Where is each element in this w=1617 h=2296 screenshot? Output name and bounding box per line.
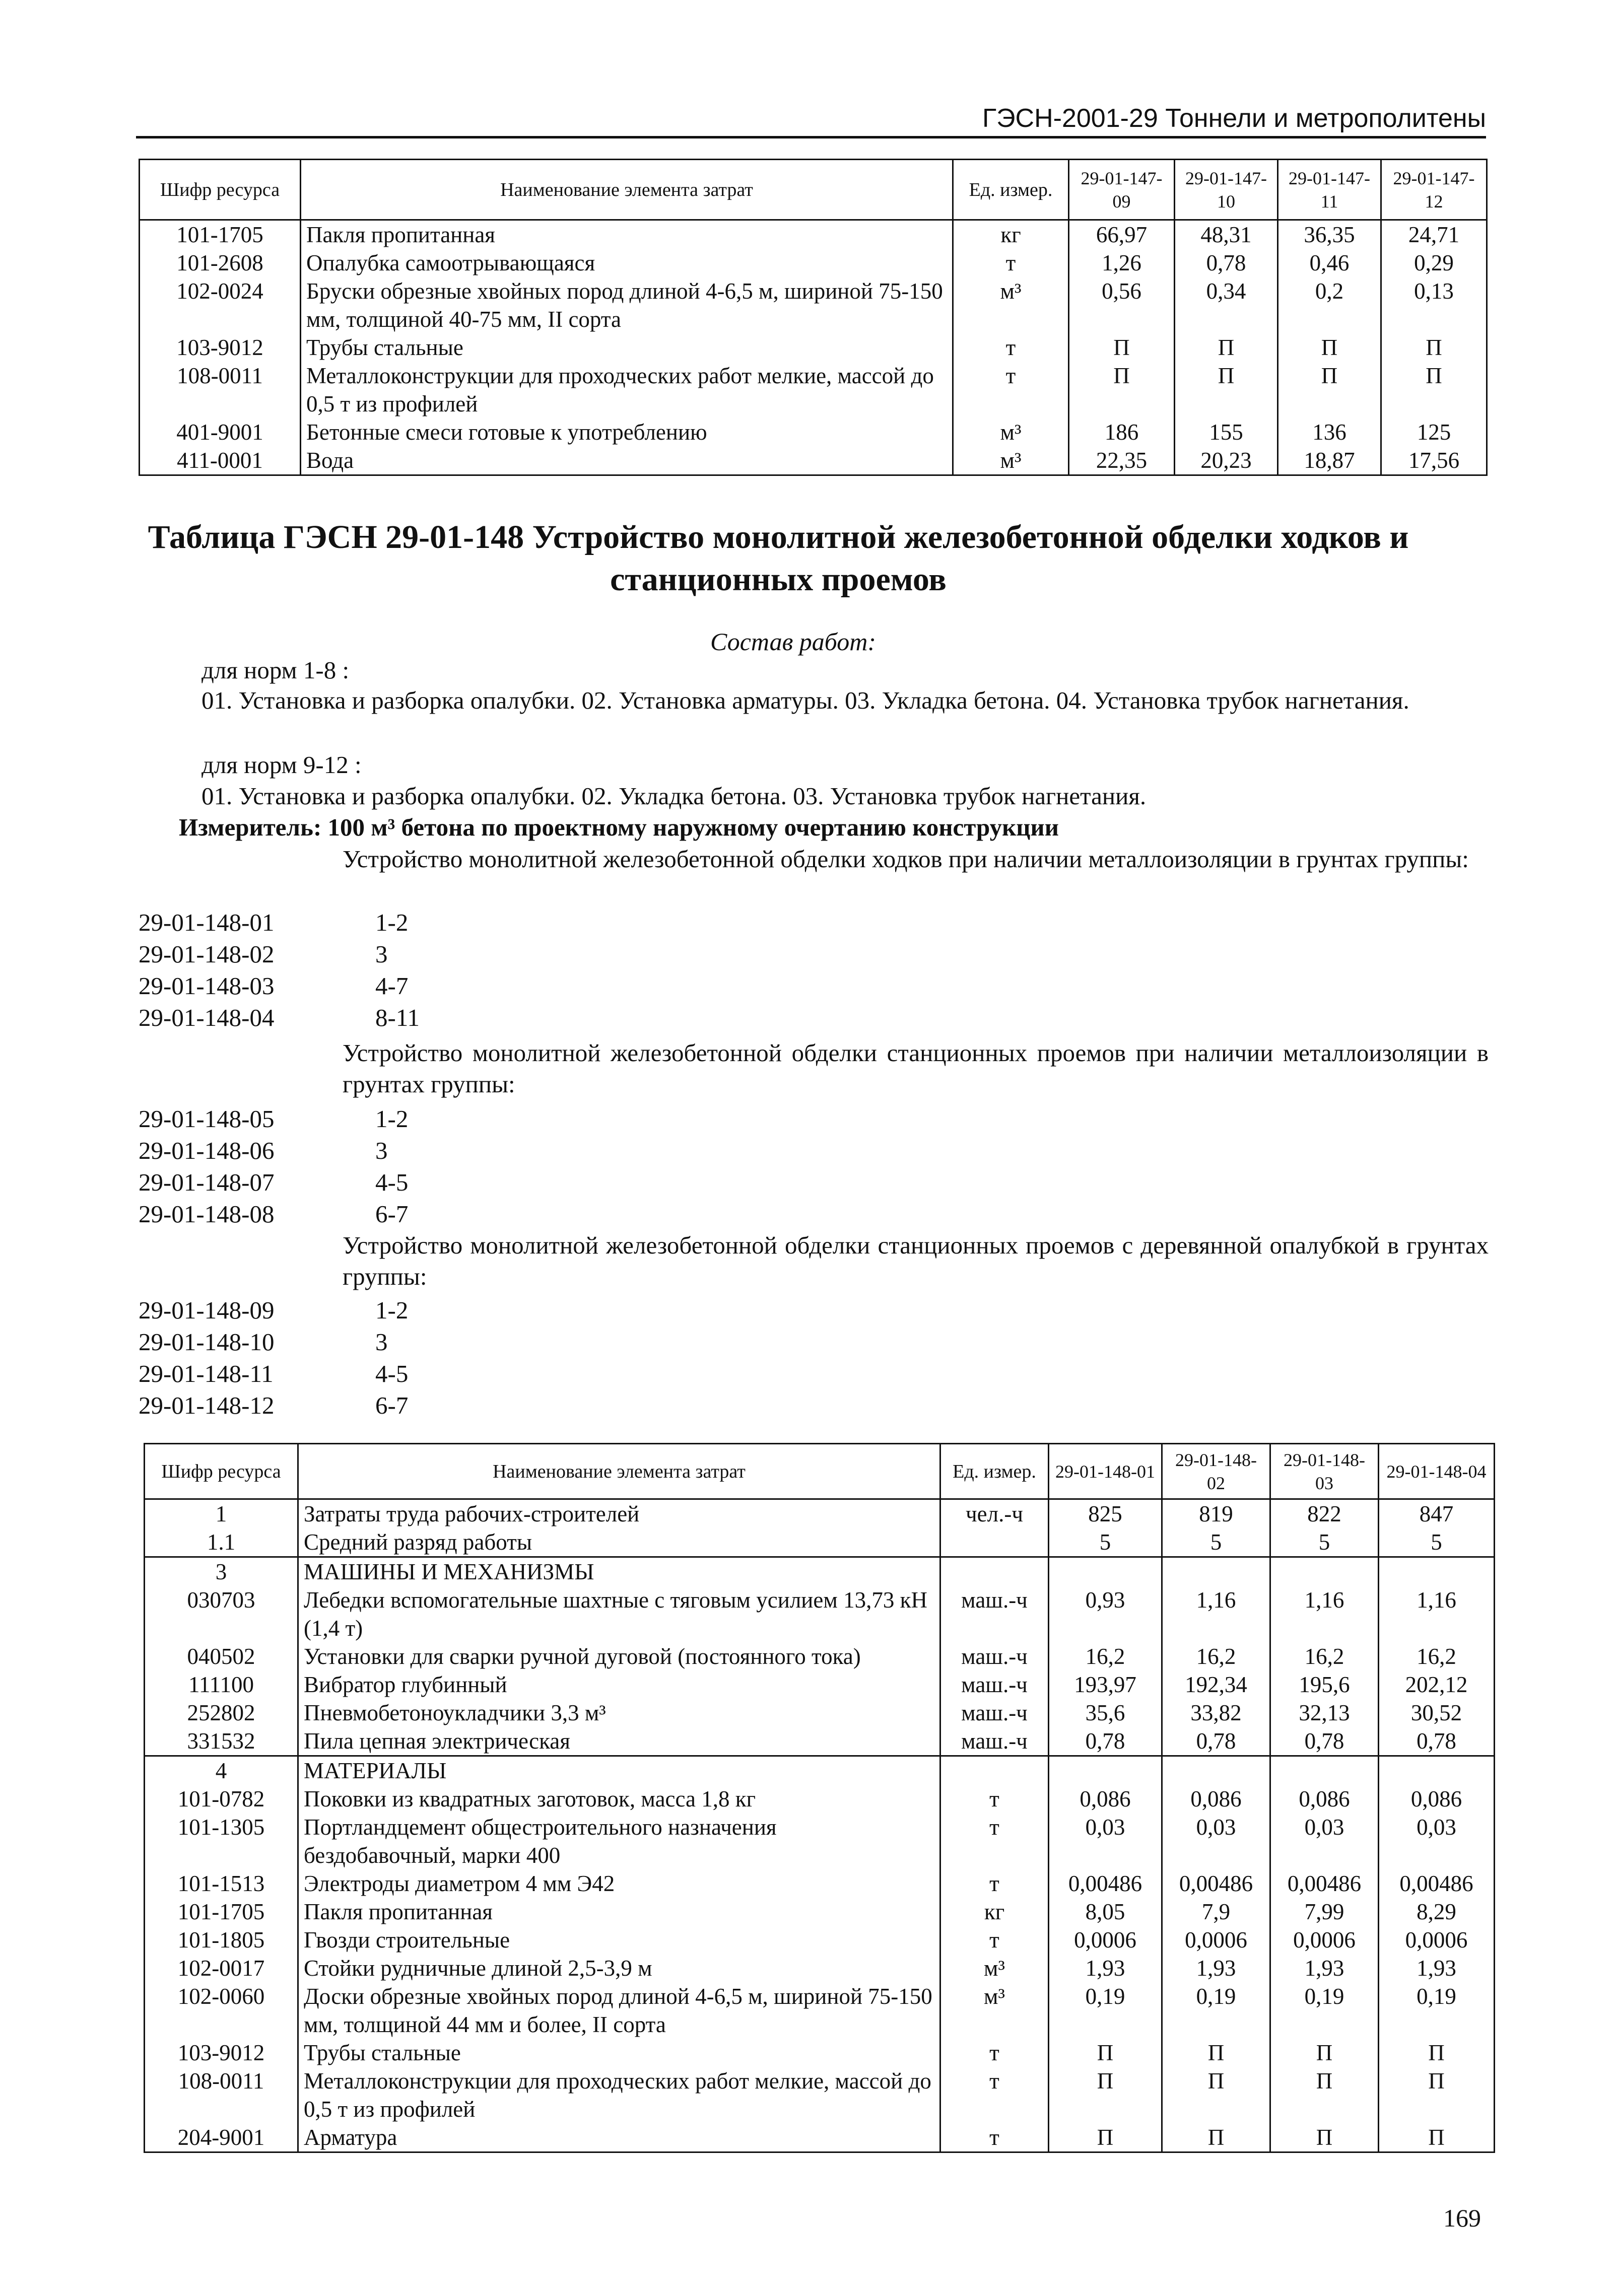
cost-element-cell: Пила цепная электрическая [298,1727,940,1756]
norm-value-cell: 0,00486 [1379,1869,1495,1898]
unit-cell: т [940,1926,1049,1954]
norm-value-cell: 35,6 [1049,1699,1162,1727]
norm-value-cell: 22,35 [1069,446,1175,475]
resource-code-cell: 401-9001 [140,418,301,446]
norm-code: 29-01-148-11 [139,1360,274,1387]
norm-value-cell: 0,0006 [1270,1926,1379,1954]
meter-label: Измеритель: [179,813,322,841]
unit-cell: т [940,2123,1049,2152]
unit-cell [940,1528,1049,1557]
resource-code-cell: 108-0011 [145,2067,298,2123]
soil-group: 4-5 [375,1360,409,1387]
unit-cell: м³ [953,418,1069,446]
cost-element-cell: Гвозди строительные [298,1926,940,1954]
norm-code: 29-01-148-10 [139,1328,275,1356]
resource-code-cell: 331532 [145,1727,298,1756]
col-header-norm: 29-01-148-01 [1049,1444,1162,1499]
norm-value-cell: 0,0006 [1162,1926,1270,1954]
unit-cell: маш.-ч [940,1699,1049,1727]
table-row [145,1813,1495,1869]
soil-group: 3 [375,1328,388,1356]
cost-element-cell: МАШИНЫ И МЕХАНИЗМЫ [298,1557,940,1586]
soil-group: 8-11 [375,1004,420,1031]
col-header-norm: 29-01-147-12 [1381,160,1487,220]
unit-cell: т [940,1813,1049,1869]
norm-value-cell: 193,97 [1049,1671,1162,1699]
norm-value-cell: 125 [1381,418,1487,446]
unit-cell: кг [953,220,1069,249]
resource-code-cell: 108-0011 [140,362,301,418]
norm-value-cell: 1,26 [1069,249,1175,277]
norm-value-cell: 186 [1069,418,1175,446]
norm-section-1-title: Устройство монолитной железобетонной обделки ходков при наличии металлоизоляции в грунтах группы: [343,845,1469,873]
table-row [140,220,1487,249]
col-header-norm: 29-01-147-11 [1278,160,1381,220]
col-header-cost-element: Наименование элемента затрат [298,1444,940,1499]
unit-cell: т [940,1785,1049,1813]
resource-code-cell: 103-9012 [145,2039,298,2067]
cost-element-cell: Электроды диаметром 4 мм Э42 [298,1869,940,1898]
composition-group2-text: 01. Установка и разборка опалубки. 02. Укладка бетона. 03. Установка трубок нагнетания. [201,782,1147,810]
norm-value-cell: П [1278,333,1381,362]
norm-value-cell: 7,99 [1270,1898,1379,1926]
cost-element-cell: Металлоконструкции для проходческих работ мелкие, массой до 0,5 т из профилей [301,362,953,418]
unit-cell [940,1557,1049,1586]
norm-value-cell [1379,1756,1495,1785]
composition-group1-label: для норм 1-8 : [201,656,350,684]
norm-value-cell: П [1379,2039,1495,2067]
resource-table-148 [144,1443,1495,2153]
table-title: Таблица ГЭСН 29-01-148 Устройство монолитной железобетонной обделки ходков и станционных проемов [148,519,1409,598]
norm-value-cell: 0,0006 [1379,1926,1495,1954]
resource-code-cell: 101-1805 [145,1926,298,1954]
cost-element-cell: Вода [301,446,953,475]
col-header-unit: Ед. измер. [940,1444,1049,1499]
meter-text: 100 м³ бетона по проектному наружному очертанию конструкции [327,813,1059,841]
soil-group: 4-5 [375,1168,409,1196]
norm-value-cell: П [1049,2067,1162,2123]
running-header: ГЭСН-2001-29 Тоннели и метрополитены [982,104,1486,133]
norm-value-cell: П [1175,333,1278,362]
table-row [145,2123,1495,2152]
cost-element-cell: МАТЕРИАЛЫ [298,1756,940,1785]
cost-element-cell: Металлоконструкции для проходческих работ мелкие, массой до 0,5 т из профилей [298,2067,940,2123]
meter-line [179,812,1059,843]
norm-code: 29-01-148-03 [139,972,275,1000]
norm-value-cell: 1,93 [1162,1954,1270,1982]
norm-value-cell: П [1278,362,1381,418]
header-rule [136,136,1486,138]
norm-value-cell: 0,086 [1270,1785,1379,1813]
norm-value-cell: 1,93 [1379,1954,1495,1982]
resource-code-cell: 252802 [145,1699,298,1727]
table-row [145,1982,1495,2039]
col-header-resource-code: Шифр ресурса [145,1444,298,1499]
norm-value-cell: П [1162,2067,1270,2123]
norm-value-cell: 16,2 [1049,1642,1162,1671]
composition-group2-label: для норм 9-12 : [201,751,362,779]
col-header-norm: 29-01-148-03 [1270,1444,1379,1499]
col-header-norm: 29-01-148-04 [1379,1444,1495,1499]
norm-code: 29-01-148-12 [139,1391,275,1419]
resource-code-cell: 1.1 [145,1528,298,1557]
norm-code: 29-01-148-04 [139,1004,275,1031]
norm-value-cell: 0,78 [1175,249,1278,277]
norm-value-cell: 192,34 [1162,1671,1270,1699]
norm-value-cell: 32,13 [1270,1699,1379,1727]
norm-value-cell [1270,1557,1379,1586]
table-row [140,418,1487,446]
soil-group: 1-2 [375,1296,409,1324]
norm-value-cell: 0,78 [1162,1727,1270,1756]
cost-element-cell: Арматура [298,2123,940,2152]
resource-code-cell: 4 [145,1756,298,1785]
unit-cell: кг [940,1898,1049,1926]
cost-element-cell: Опалубка самоотрывающаяся [301,249,953,277]
norm-value-cell: 0,19 [1162,1982,1270,2039]
col-header-norm: 29-01-147-09 [1069,160,1175,220]
norm-value-cell: П [1049,2039,1162,2067]
norm-value-cell [1049,1756,1162,1785]
cost-element-cell: Затраты труда рабочих-строителей [298,1499,940,1528]
norm-value-cell: 136 [1278,418,1381,446]
norm-value-cell: 202,12 [1379,1671,1495,1699]
norm-value-cell: 0,086 [1049,1785,1162,1813]
cost-element-cell: Бруски обрезные хвойных пород длиной 4-6,5 м, шириной 75-150 мм, толщиной 40-75 мм, II сорта [301,277,953,333]
norm-value-cell: 0,13 [1381,277,1487,333]
unit-cell: м³ [940,1954,1049,1982]
norm-value-cell: 0,086 [1162,1785,1270,1813]
norm-value-cell: 825 [1049,1499,1162,1528]
resource-code-cell: 102-0017 [145,1954,298,1982]
norm-section-1-codes [139,907,274,1033]
norm-value-cell: 0,78 [1379,1727,1495,1756]
cost-element-cell: Лебедки вспомогательные шахтные с тяговым усилием 13,73 кН (1,4 т) [298,1586,940,1642]
cost-element-cell: Вибратор глубинный [298,1671,940,1699]
norm-section-3-codes [139,1294,274,1421]
table-row [145,1898,1495,1926]
norm-value-cell: 1,93 [1049,1954,1162,1982]
resource-code-cell: 102-0060 [145,1982,298,2039]
col-header-unit: Ед. измер. [953,160,1069,220]
unit-cell: маш.-ч [940,1727,1049,1756]
norm-value-cell: П [1381,362,1487,418]
unit-cell: т [953,333,1069,362]
resource-table-147 [139,159,1488,476]
norm-value-cell: 20,23 [1175,446,1278,475]
norm-value-cell: 1,16 [1162,1586,1270,1642]
norm-value-cell: 0,34 [1175,277,1278,333]
cost-element-cell: Портландцемент общестроительного назначения бездобавочный, марки 400 [298,1813,940,1869]
norm-value-cell: 0,086 [1379,1785,1495,1813]
norm-code: 29-01-148-01 [139,909,275,936]
table-row [140,277,1487,333]
cost-element-cell: Установки для сварки ручной дуговой (постоянного тока) [298,1642,940,1671]
cost-element-cell: Доски обрезные хвойных пород длиной 4-6,5 м, шириной 75-150 мм, толщиной 44 мм и более, II сорта [298,1982,940,2039]
table-row [140,362,1487,418]
norm-value-cell: 0,00486 [1270,1869,1379,1898]
norm-value-cell: 0,46 [1278,249,1381,277]
soil-group: 6-7 [375,1200,409,1228]
norm-value-cell: П [1069,362,1175,418]
unit-cell [940,1756,1049,1785]
norm-value-cell: 30,52 [1379,1699,1495,1727]
norm-value-cell: 5 [1162,1528,1270,1557]
composition-group1-text: 01. Установка и разборка опалубки. 02. Установка арматуры. 03. Укладка бетона. 04. Установка трубок нагнетания. [201,686,1409,714]
norm-section-1-groups [375,907,420,1033]
soil-group: 1-2 [375,1105,409,1133]
cost-element-cell: Пакля пропитанная [301,220,953,249]
soil-group: 3 [375,940,388,968]
table-row [145,1499,1495,1528]
norm-value-cell: П [1162,2123,1270,2152]
soil-group: 6-7 [375,1391,409,1419]
unit-cell: м³ [940,1982,1049,2039]
page-number: 169 [1443,2204,1481,2232]
norm-value-cell [1379,1557,1495,1586]
norm-value-cell: 0,2 [1278,277,1381,333]
norm-value-cell: 17,56 [1381,446,1487,475]
norm-value-cell: 0,00486 [1049,1869,1162,1898]
norm-code: 29-01-148-02 [139,940,275,968]
table-body [140,220,1487,475]
norm-value-cell: П [1270,2123,1379,2152]
norm-value-cell: 819 [1162,1499,1270,1528]
table-row [145,1699,1495,1727]
norm-value-cell: П [1049,2123,1162,2152]
norm-value-cell: 24,71 [1381,220,1487,249]
norm-value-cell: П [1175,362,1278,418]
norm-value-cell: 5 [1270,1528,1379,1557]
norm-value-cell: 7,9 [1162,1898,1270,1926]
norm-value-cell [1162,1756,1270,1785]
unit-cell: т [953,362,1069,418]
norm-value-cell: 0,00486 [1162,1869,1270,1898]
resource-code-cell: 101-1705 [145,1898,298,1926]
resource-code-cell: 1 [145,1499,298,1528]
norm-value-cell: 16,2 [1270,1642,1379,1671]
norm-value-cell: П [1069,333,1175,362]
norm-section-3-groups [375,1294,408,1421]
norm-value-cell: 0,03 [1049,1813,1162,1869]
norm-value-cell: 33,82 [1162,1699,1270,1727]
norm-section-2-codes [139,1103,274,1230]
norm-value-cell: 0,19 [1270,1982,1379,2039]
unit-cell: чел.-ч [940,1499,1049,1528]
norm-value-cell [1162,1557,1270,1586]
norm-code: 29-01-148-06 [139,1137,275,1164]
table-row [145,1756,1495,1785]
composition-title: Состав работ: [710,628,877,656]
unit-cell: м³ [953,277,1069,333]
norm-code: 29-01-148-07 [139,1168,275,1196]
table-row [145,1727,1495,1756]
norm-code: 29-01-148-08 [139,1200,275,1228]
col-header-norm: 29-01-148-02 [1162,1444,1270,1499]
norm-value-cell: 0,19 [1379,1982,1495,2039]
cost-element-cell: Трубы стальные [298,2039,940,2067]
norm-value-cell: 195,6 [1270,1671,1379,1699]
resource-code-cell: 101-0782 [145,1785,298,1813]
norm-value-cell: 5 [1379,1528,1495,1557]
table-row [145,1586,1495,1642]
soil-group: 3 [375,1137,388,1164]
norm-value-cell: 8,05 [1049,1898,1162,1926]
norm-value-cell: 0,78 [1049,1727,1162,1756]
norm-value-cell: П [1379,2067,1495,2123]
norm-value-cell: 16,2 [1379,1642,1495,1671]
norm-value-cell: П [1381,333,1487,362]
unit-cell: т [940,2067,1049,2123]
table-row [145,2067,1495,2123]
norm-value-cell [1270,1756,1379,1785]
norm-value-cell: 0,0006 [1049,1926,1162,1954]
table-row [145,1869,1495,1898]
soil-group: 1-2 [375,909,409,936]
resource-code-cell: 101-2608 [140,249,301,277]
cost-element-cell: Средний разряд работы [298,1528,940,1557]
norm-value-cell: П [1379,2123,1495,2152]
norm-value-cell: 1,16 [1270,1586,1379,1642]
norm-value-cell [1049,1557,1162,1586]
norm-value-cell: 847 [1379,1499,1495,1528]
cost-element-cell: Трубы стальные [301,333,953,362]
table-row [145,1785,1495,1813]
unit-cell: т [940,1869,1049,1898]
norm-value-cell: П [1270,2067,1379,2123]
col-header-cost-element: Наименование элемента затрат [301,160,953,220]
norm-value-cell: 0,03 [1162,1813,1270,1869]
resource-code-cell: 111100 [145,1671,298,1699]
cost-element-cell: Пневмобетоноукладчики 3,3 м³ [298,1699,940,1727]
table-row [145,2039,1495,2067]
resource-code-cell: 103-9012 [140,333,301,362]
unit-cell: м³ [953,446,1069,475]
norm-value-cell: 36,35 [1278,220,1381,249]
norm-value-cell: 5 [1049,1528,1162,1557]
unit-cell: маш.-ч [940,1586,1049,1642]
norm-section-3-title: Устройство монолитной железобетонной обделки станционных проемов с деревянной опалубкой в грунтах группы: [343,1231,1489,1290]
table-row [140,446,1487,475]
norm-value-cell: 0,78 [1270,1727,1379,1756]
cost-element-cell: Пакля пропитанная [298,1898,940,1926]
resource-code-cell: 101-1705 [140,220,301,249]
norm-section-2-title: Устройство монолитной железобетонной обделки станционных проемов при наличии металлоизоляции в грунтах группы: [343,1039,1489,1098]
table-row [140,333,1487,362]
cost-element-cell: Поковки из квадратных заготовок, масса 1,8 кг [298,1785,940,1813]
cost-element-cell: Бетонные смеси готовые к употреблению [301,418,953,446]
norm-value-cell: 0,03 [1270,1813,1379,1869]
norm-value-cell: 1,93 [1270,1954,1379,1982]
norm-value-cell: 0,19 [1049,1982,1162,2039]
norm-value-cell: 66,97 [1069,220,1175,249]
col-header-norm: 29-01-147-10 [1175,160,1278,220]
col-header-resource-code: Шифр ресурса [140,160,301,220]
resource-code-cell: 411-0001 [140,446,301,475]
norm-value-cell: 0,93 [1049,1586,1162,1642]
resource-code-cell: 040502 [145,1642,298,1671]
resource-code-cell: 204-9001 [145,2123,298,2152]
resource-code-cell: 3 [145,1557,298,1586]
norm-value-cell: 48,31 [1175,220,1278,249]
table-row [145,1954,1495,1982]
resource-code-cell: 101-1513 [145,1869,298,1898]
norm-value-cell: 822 [1270,1499,1379,1528]
norm-value-cell: 1,16 [1379,1586,1495,1642]
norm-value-cell: 155 [1175,418,1278,446]
resource-code-cell: 102-0024 [140,277,301,333]
norm-code: 29-01-148-05 [139,1105,275,1133]
table-row [145,1926,1495,1954]
cost-element-cell: Стойки рудничные длиной 2,5-3,9 м [298,1954,940,1982]
unit-cell: т [940,2039,1049,2067]
table-row [140,249,1487,277]
resource-code-cell: 030703 [145,1586,298,1642]
unit-cell: т [953,249,1069,277]
resource-code-cell: 101-1305 [145,1813,298,1869]
table-row [145,1528,1495,1557]
norm-value-cell: П [1270,2039,1379,2067]
table-row [145,1671,1495,1699]
norm-code: 29-01-148-09 [139,1296,275,1324]
table-row [145,1557,1495,1586]
norm-value-cell: 16,2 [1162,1642,1270,1671]
norm-value-cell: 0,56 [1069,277,1175,333]
norm-value-cell: 0,03 [1379,1813,1495,1869]
soil-group: 4-7 [375,972,409,1000]
unit-cell: маш.-ч [940,1671,1049,1699]
norm-section-2-groups [375,1103,408,1230]
norm-value-cell: 0,29 [1381,249,1487,277]
norm-value-cell: 18,87 [1278,446,1381,475]
unit-cell: маш.-ч [940,1642,1049,1671]
norm-value-cell: П [1162,2039,1270,2067]
table-row [145,1642,1495,1671]
table-body [145,1499,1495,2152]
norm-value-cell: 8,29 [1379,1898,1495,1926]
